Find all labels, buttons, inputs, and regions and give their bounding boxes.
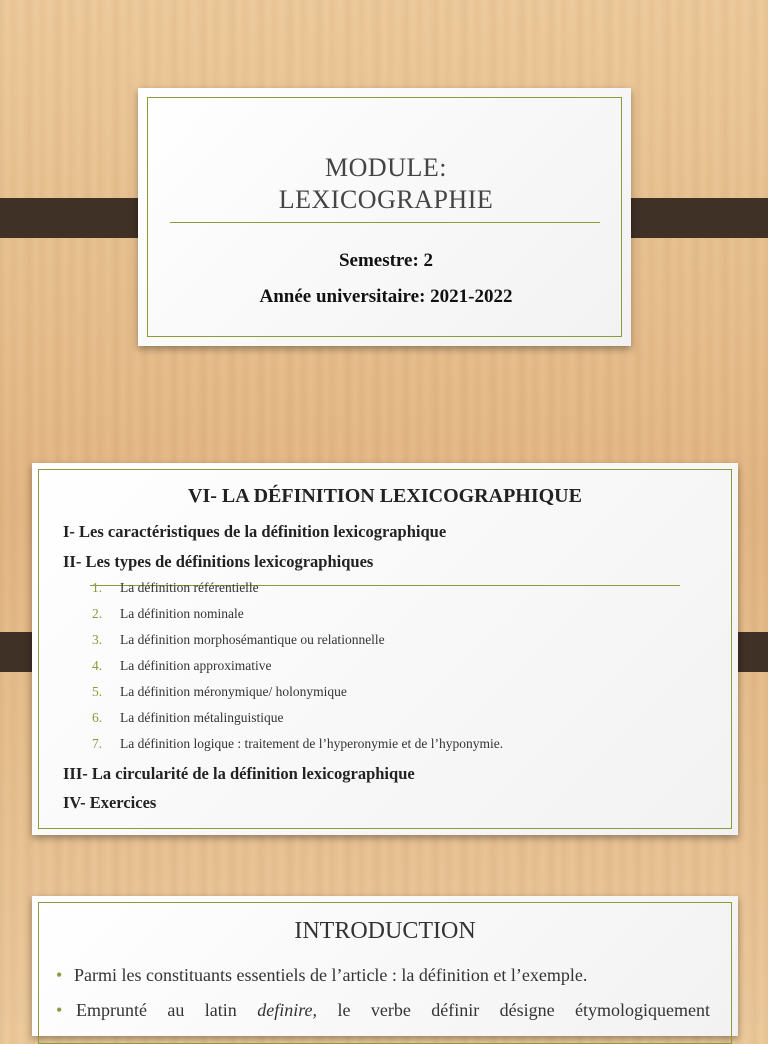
word: verbe bbox=[370, 1000, 411, 1020]
word: désigne bbox=[499, 1000, 555, 1020]
section-1: I- Les caractéristiques de la définition lexicographique bbox=[63, 522, 447, 541]
bullet-item bbox=[56, 965, 587, 986]
list-item bbox=[92, 658, 271, 674]
bullet-item bbox=[56, 1000, 74, 1021]
list-item bbox=[92, 684, 347, 700]
left-bar bbox=[0, 198, 156, 238]
item-number: 6. bbox=[92, 710, 103, 725]
section-3: III- La circularité de la définition lexicographique bbox=[63, 764, 415, 783]
module-title-line2: LEXICOGRAPHIE bbox=[278, 185, 494, 214]
list-item bbox=[92, 632, 385, 648]
list-item bbox=[92, 606, 244, 622]
item-text: La définition métalinguistique bbox=[120, 710, 284, 725]
outline-title: VI- LA DÉFINITION LEXICOGRAPHIQUE bbox=[188, 485, 582, 507]
item-text: La définition logique : traitement de l’hyperonymie et de l’hyponymie. bbox=[120, 736, 504, 751]
list-item bbox=[92, 580, 259, 596]
item-number: 5. bbox=[92, 684, 103, 699]
annee-label: Année universitaire: 2021-2022 bbox=[259, 286, 513, 307]
word: latin bbox=[204, 1000, 237, 1020]
word: définir bbox=[431, 1000, 480, 1020]
word: au bbox=[167, 1000, 185, 1020]
item-number: 3. bbox=[92, 632, 103, 647]
word: étymologiquement bbox=[575, 1000, 710, 1020]
section-2: II- Les types de définitions lexicographiques bbox=[63, 552, 374, 571]
item-text: La définition référentielle bbox=[120, 580, 259, 595]
bullet-text: Parmi les constituants essentiels de l’article : la définition et l’exemple. bbox=[74, 965, 588, 985]
item-text: La définition morphosémantique ou relationnelle bbox=[120, 632, 385, 647]
item-text: La définition méronymique/ holonymique bbox=[120, 684, 347, 699]
item-number: 1. bbox=[92, 580, 103, 595]
bullet-icon: • bbox=[56, 965, 63, 985]
item-number: 2. bbox=[92, 606, 103, 621]
word: Emprunté bbox=[76, 1000, 147, 1020]
list-item bbox=[92, 736, 503, 752]
item-text: La définition nominale bbox=[120, 606, 244, 621]
semestre-label: Semestre: 2 bbox=[338, 250, 434, 271]
item-number: 7. bbox=[92, 736, 103, 751]
word: le bbox=[337, 1000, 351, 1020]
bullet-text bbox=[76, 1000, 710, 1021]
bullet-icon: • bbox=[56, 1000, 63, 1020]
module-title-line1: MODULE: bbox=[325, 153, 447, 182]
word: definire, bbox=[257, 1000, 318, 1020]
list-item bbox=[92, 710, 283, 726]
right-bar bbox=[613, 198, 768, 238]
item-number: 4. bbox=[92, 658, 103, 673]
title-divider bbox=[170, 222, 600, 223]
module-title bbox=[140, 152, 632, 216]
section-4: IV- Exercices bbox=[63, 793, 157, 812]
item-text: La définition approximative bbox=[120, 658, 272, 673]
intro-title: INTRODUCTION bbox=[294, 918, 476, 944]
